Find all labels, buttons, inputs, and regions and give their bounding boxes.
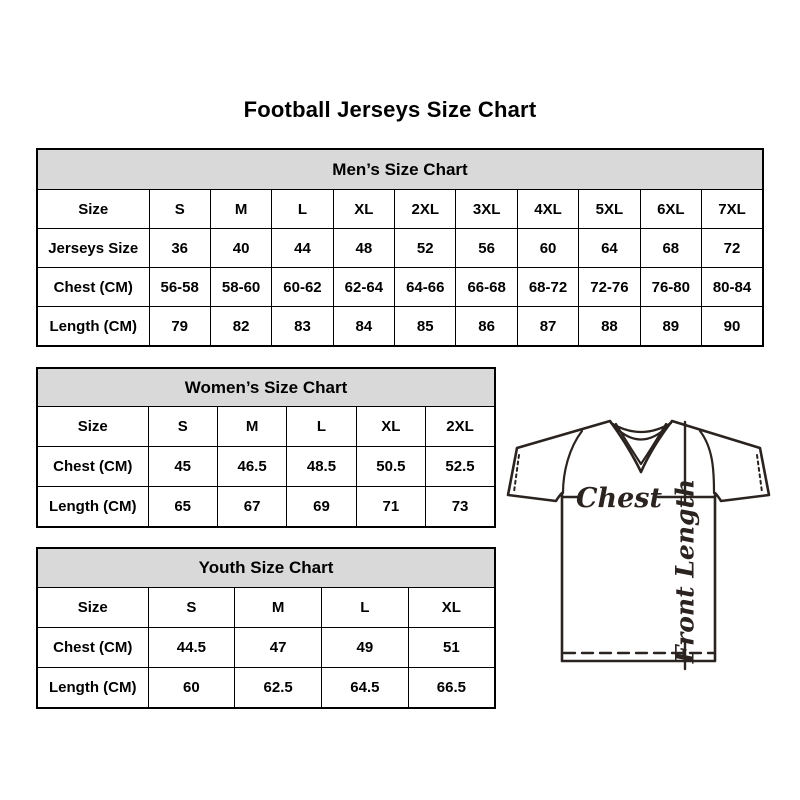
table-row	[37, 307, 763, 347]
value-cell: 65	[148, 487, 217, 528]
value-cell: 90	[702, 307, 763, 347]
value-cell: 36	[149, 229, 210, 268]
value-cell: 60	[517, 229, 578, 268]
value-cell: 48.5	[287, 447, 356, 487]
value-cell: 2XL	[395, 190, 456, 229]
table-title-row	[37, 149, 763, 190]
value-cell: 64.5	[322, 668, 409, 709]
value-cell: 40	[210, 229, 271, 268]
value-cell: L	[322, 588, 409, 628]
row-label-cell: Jerseys Size	[37, 229, 149, 268]
value-cell: S	[148, 407, 217, 447]
value-cell: 68-72	[517, 268, 578, 307]
value-cell: 6XL	[640, 190, 701, 229]
row-label-cell: Chest (CM)	[37, 268, 149, 307]
value-cell: XL	[333, 190, 394, 229]
value-cell: 46.5	[217, 447, 286, 487]
table-row	[37, 229, 763, 268]
row-label-cell: Length (CM)	[37, 668, 148, 709]
table-row	[37, 407, 495, 447]
value-cell: 56	[456, 229, 517, 268]
value-cell: 67	[217, 487, 286, 528]
mens-size-table	[36, 148, 764, 347]
right-sleeve-seam	[700, 431, 714, 493]
value-cell: M	[217, 407, 286, 447]
value-cell: 87	[517, 307, 578, 347]
jersey-outline-shape	[508, 421, 769, 661]
table-title: Women’s Size Chart	[37, 368, 495, 407]
value-cell: 48	[333, 229, 394, 268]
value-cell: 4XL	[517, 190, 578, 229]
table-row	[37, 447, 495, 487]
table-row	[37, 668, 495, 709]
value-cell: 3XL	[456, 190, 517, 229]
value-cell: L	[287, 407, 356, 447]
value-cell: 82	[210, 307, 271, 347]
value-cell: 85	[395, 307, 456, 347]
row-label-cell: Size	[37, 190, 149, 229]
value-cell: 58-60	[210, 268, 271, 307]
value-cell: 71	[356, 487, 425, 528]
value-cell: 5XL	[579, 190, 640, 229]
value-cell: 60	[148, 668, 235, 709]
chest-label: Chest	[576, 483, 662, 514]
value-cell: 56-58	[149, 268, 210, 307]
table-title-row	[37, 368, 495, 407]
jersey-measurement-diagram	[502, 400, 774, 692]
value-cell: 79	[149, 307, 210, 347]
value-cell: 62-64	[333, 268, 394, 307]
table-row	[37, 190, 763, 229]
value-cell: 2XL	[426, 407, 495, 447]
row-label-cell: Chest (CM)	[37, 628, 148, 668]
value-cell: 66-68	[456, 268, 517, 307]
value-cell: 51	[408, 628, 495, 668]
front-length-label: Front Length	[670, 478, 700, 664]
value-cell: 88	[579, 307, 640, 347]
value-cell: 83	[272, 307, 333, 347]
value-cell: 62.5	[235, 668, 322, 709]
value-cell: XL	[356, 407, 425, 447]
value-cell: 52	[395, 229, 456, 268]
value-cell: XL	[408, 588, 495, 628]
row-label-cell: Length (CM)	[37, 307, 149, 347]
value-cell: S	[149, 190, 210, 229]
value-cell: 73	[426, 487, 495, 528]
row-label-cell: Size	[37, 407, 148, 447]
table-row	[37, 588, 495, 628]
row-label-cell: Chest (CM)	[37, 447, 148, 487]
value-cell: 52.5	[426, 447, 495, 487]
value-cell: M	[235, 588, 322, 628]
value-cell: 76-80	[640, 268, 701, 307]
value-cell: 47	[235, 628, 322, 668]
value-cell: 44.5	[148, 628, 235, 668]
value-cell: 60-62	[272, 268, 333, 307]
value-cell: 45	[148, 447, 217, 487]
value-cell: M	[210, 190, 271, 229]
value-cell: 64-66	[395, 268, 456, 307]
row-label-cell: Length (CM)	[37, 487, 148, 528]
table-row	[37, 628, 495, 668]
value-cell: 68	[640, 229, 701, 268]
youth-size-table	[36, 547, 496, 709]
value-cell: 44	[272, 229, 333, 268]
table-row	[37, 268, 763, 307]
value-cell: 64	[579, 229, 640, 268]
value-cell: 86	[456, 307, 517, 347]
value-cell: 50.5	[356, 447, 425, 487]
value-cell: 7XL	[702, 190, 763, 229]
page-title: Football Jerseys Size Chart	[243, 97, 537, 122]
table-row	[37, 487, 495, 528]
value-cell: 69	[287, 487, 356, 528]
value-cell: 80-84	[702, 268, 763, 307]
value-cell: 66.5	[408, 668, 495, 709]
value-cell: L	[272, 190, 333, 229]
row-label-cell: Size	[37, 588, 148, 628]
value-cell: 49	[322, 628, 409, 668]
value-cell: 89	[640, 307, 701, 347]
value-cell: 84	[333, 307, 394, 347]
table-title: Youth Size Chart	[37, 548, 495, 588]
value-cell: 72	[702, 229, 763, 268]
table-title: Men’s Size Chart	[37, 149, 763, 190]
table-title-row	[37, 548, 495, 588]
value-cell: S	[148, 588, 235, 628]
womens-size-table	[36, 367, 496, 528]
value-cell: 72-76	[579, 268, 640, 307]
